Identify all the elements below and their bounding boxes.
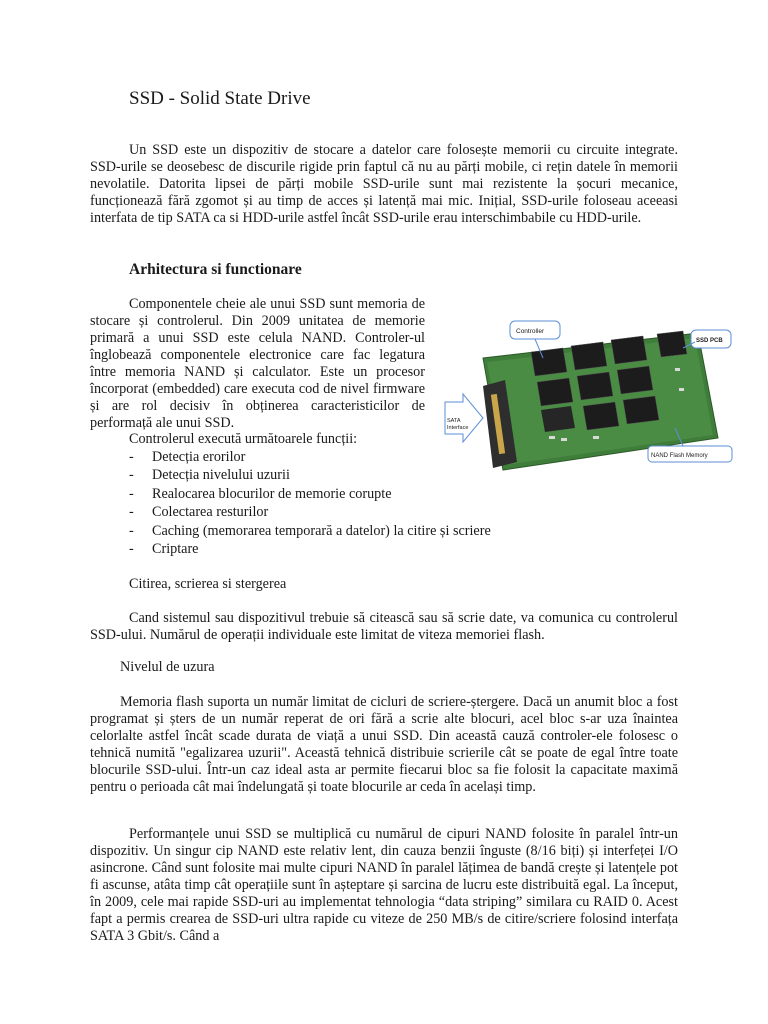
label-sata: SATA Interface: [447, 418, 469, 431]
section-heading: Arhitectura si functionare: [129, 261, 302, 278]
label-controller: Controller: [516, 328, 545, 335]
list-item: - Detecția nivelului uzurii: [129, 467, 290, 484]
performance-paragraph: Performanțele unui SSD se multiplică cu numărul de cipuri NAND folosite în paralel într-un dispozitiv. Un singur cip NAND este relativ lent, din cauza benzii înguste (8/16 biți) și interfeței I/O asincrone. Când sunt folosite mai multe cipuri NAND în paralel lățimea de bandă crește și latențele pot fi ascunse, atâta timp cât operațiile sunt în așteptare și sarcina de lucru este distribuită egal. La început, în 2009, cele mai rapide SSD-uri au implementat tehnologia “data striping” similara cu RAID 0. Acest fapt a permis crearea de SSD-uri ultra rapide cu viteze de 250 MB/s de citire/scriere folosind interfața SATA 3 Gbit/s. Când a: [90, 826, 678, 944]
subheading-rw: Citirea, scrierea si stergerea: [129, 576, 287, 592]
list-item: - Colectarea resturilor: [129, 504, 269, 521]
label-ssd-pcb: SSD PCB: [696, 338, 723, 344]
wear-paragraph: Memoria flash suporta un număr limitat de cicluri de scriere-ștergere. Dacă un anumit bloc a fost programat și șters de un număr reperat de ori fără a scrie alte blocuri, acel bloc s-ar uza înaintea celorlalte astfel încât scade durata de viață a unui SSD. Din această cauză controler-ele folosesc o tehnică numită "egalizarea uzurii". Această tehnică distribuie scrierile cât se poate de egal între toate blocurile SSD-ului. Într-un caz ideal asta ar permite fiecarui bloc sa fie folosit la capacitate maximă pentru o perioada cât mai îndelungată și toate blocurile ar ceda în același timp.: [90, 694, 678, 795]
intro-paragraph: Un SSD este un dispozitiv de stocare a datelor care folosește memorii cu circuite integrate. SSD-urile se deosebesc de discurile rigide prin faptul că nu au părți mobile, ci rețin datele în memorii nevolatile. Datorita lipsei de părți mobile SSD-urile sunt mai rezistente la șocuri mecanice, funcționează fără zgomot și au timp de acces și latență mai mic. Inițial, SSD-urile foloseau aceeasi interfata de tip SATA ca si HDD-urile astfel încât SSD-urile erau interschimbabile cu HDD-urile.: [90, 142, 678, 226]
subheading-wear: Nivelul de uzura: [120, 659, 215, 675]
functions-intro: Controlerul execută următoarele funcții:: [129, 431, 358, 447]
list-item: - Detecția erorilor: [129, 449, 246, 465]
list-item: - Criptare: [129, 540, 199, 557]
list-item: - Realocarea blocurilor de memorie corupte: [129, 485, 392, 502]
ssd-illustration: [443, 318, 733, 476]
rw-paragraph: Cand sistemul sau dispozitivul trebuie să citească sau să scrie date, va comunica cu controlerul SSD-ului. Numărul de operații individuale este limitat de viteza memoriei flash.: [90, 610, 678, 643]
page-title: SSD - Solid State Drive: [129, 88, 311, 109]
functions-list: [129, 449, 491, 559]
label-nand: NAND Flash Memory: [651, 453, 708, 459]
list-item: - Caching (memorarea temporară a datelor) la citire și scriere: [129, 522, 491, 539]
architecture-paragraph: Componentele cheie ale unui SSD sunt memoria de stocare și controlerul. Din 2009 unitatea de memorie primară a unui SSD este celula NAND. Controler-ul înglobează componentele electronice care fac legatura între memoria NAND și calculator. Este un procesor încorporat (embedded) care executa cod de nivel firmware și are rol decisiv în obținerea caracteristicilor de performață ale unui SSD.: [90, 296, 425, 431]
